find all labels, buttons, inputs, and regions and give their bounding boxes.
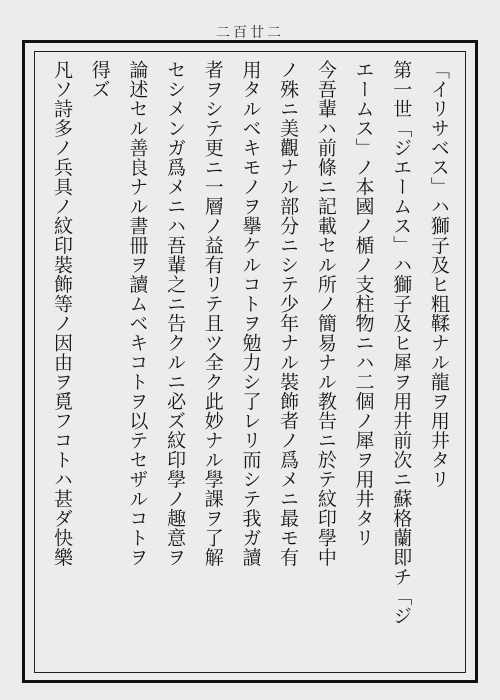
text-column-11: 凡ソ詩多ノ兵具ノ紋印裝飾等ノ因由ヲ覓フコトハ甚ダ快樂: [51, 60, 73, 567]
text-column-6: 用タルベキモノヲ擧ケルコトヲ勉力シ了レリ而シテ我ガ讀: [239, 60, 262, 567]
text-column-9: 論述セル善良ナル書冊ヲ讀ムベキコトヲ以テセザルコトヲ: [126, 60, 149, 567]
text-column-10: 得ズ: [88, 60, 111, 99]
text-column-8: セシメンガ爲メニハ吾輩之ニ告クルニ必ズ紋印學ノ趣意ヲ: [164, 60, 187, 567]
text-body: [38, 60, 462, 670]
text-column-1: 「イリサベス」ハ獅子及ヒ粗鞣ナル龍ヲ用井タリ: [427, 60, 450, 489]
text-column-2: 第一世「ジエームス」ハ獅子及ヒ犀ヲ用井前次ニ蘇格蘭即チ「ジ: [390, 60, 413, 626]
text-column-3: エームス」ノ本國ノ楯ノ支柱物ニハ二個ノ犀ヲ用井タリ: [352, 60, 375, 548]
text-column-7: 者ヲシテ更ニ一層ノ益有リテ且ツ全ク此妙ナル學課ヲ了解: [201, 60, 224, 567]
text-column-4: 今吾輩ハ前條ニ記載セル所ノ簡易ナル教告ニ於テ紋印學中: [314, 60, 337, 567]
page-number: 二百廿二: [216, 25, 284, 41]
text-column-5: ノ殊ニ美觀ナル部分ニシテ少年ナル裝飾者ノ爲メニ最モ有: [277, 60, 300, 567]
